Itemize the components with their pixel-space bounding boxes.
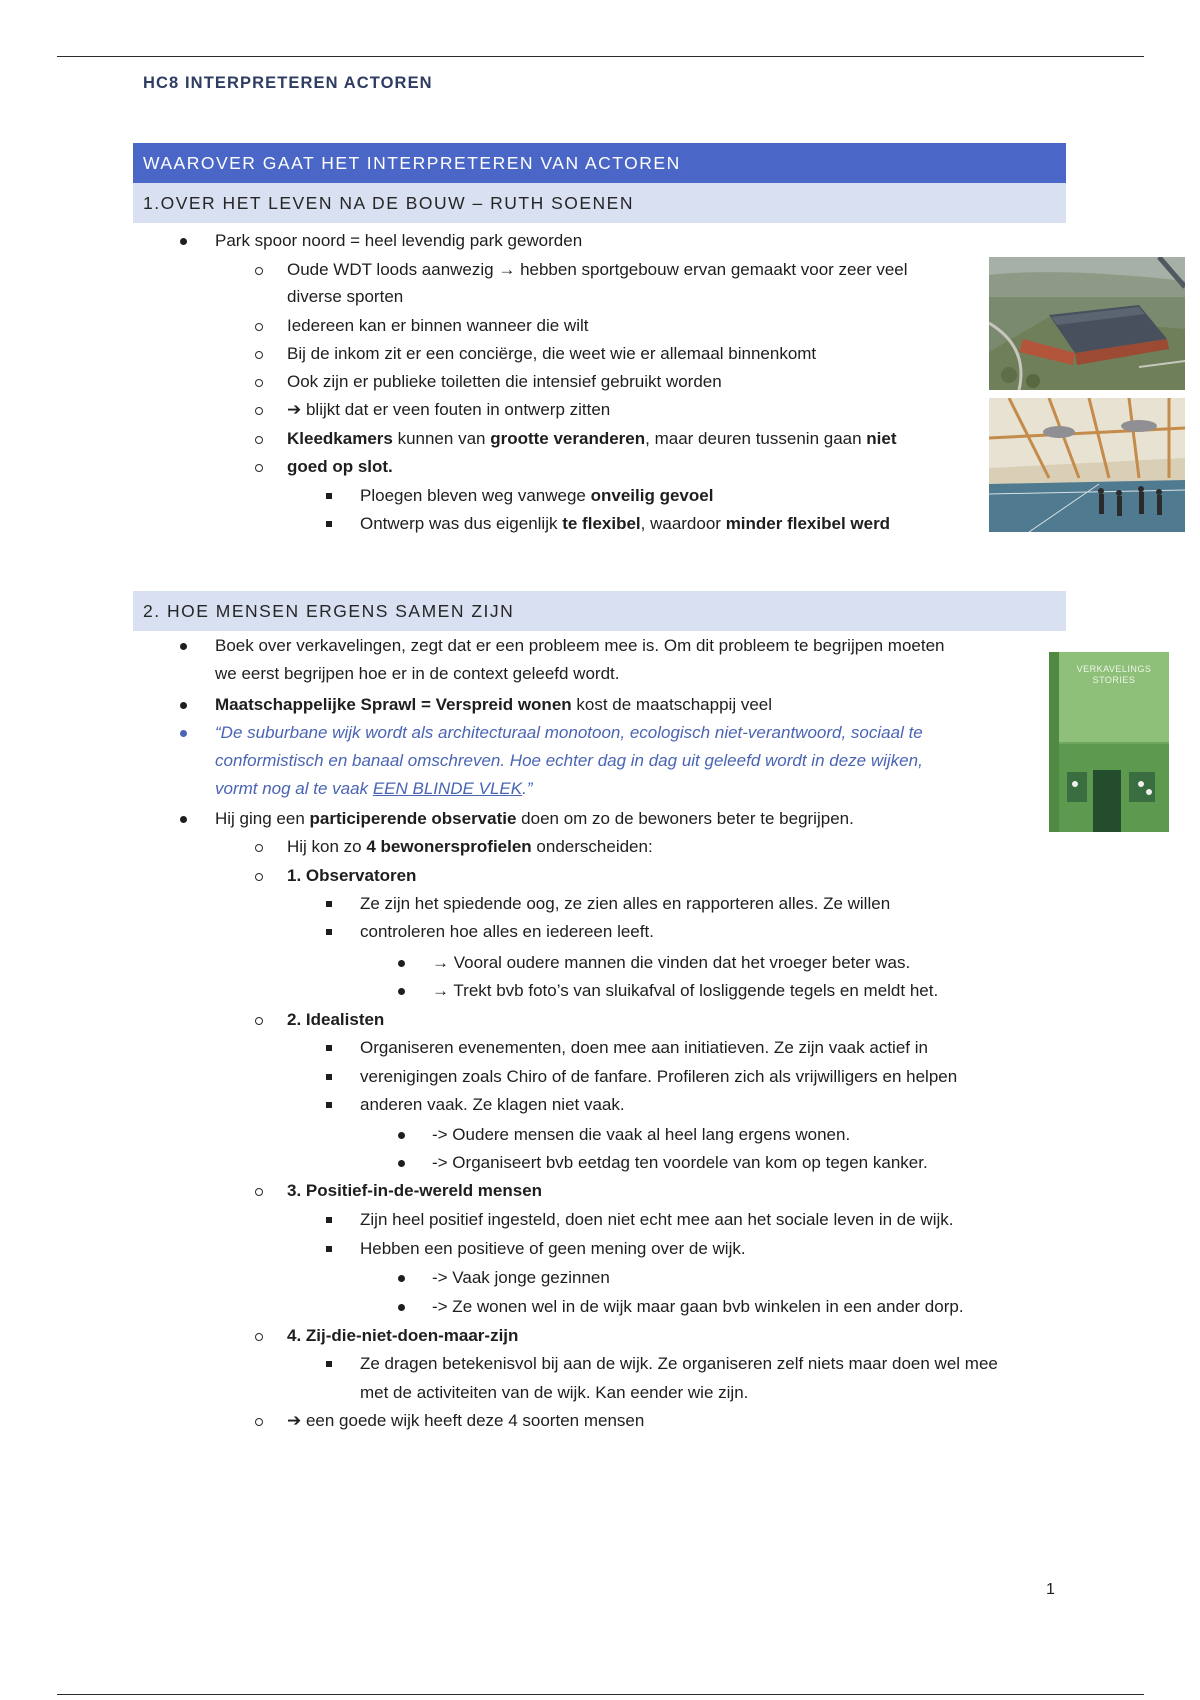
bullet-circle-icon	[255, 1333, 263, 1341]
section-2-line-text: → Trekt bvb foto’s van sluikafval of losliggende tegels en meldt het.	[432, 981, 939, 1000]
bullet-square-icon	[326, 1102, 332, 1108]
section-1-line-text: Kleedkamers kunnen van grootte veranderen, maar deuren tussenin gaan niet	[287, 429, 897, 448]
bullet-dot-icon	[398, 1160, 405, 1167]
bullet-dot-icon	[398, 960, 405, 967]
section-2-line-text: Hij ging een participerende observatie doen om zo de bewoners beter te begrijpen.	[215, 809, 854, 828]
bullet-square-icon	[326, 1074, 332, 1080]
section-2-line-text: -> Oudere mensen die vaak al heel lang ergens wonen.	[432, 1125, 851, 1144]
section-2-line-text: → Vooral oudere mannen die vinden dat het vroeger beter was.	[432, 953, 911, 972]
book-cover-title-line-2: STORIES	[1092, 675, 1136, 685]
bullet-square-icon	[326, 521, 332, 527]
aerial-photo	[989, 257, 1185, 390]
bullet-dot-icon	[398, 1132, 405, 1139]
section-heading-2: 2. HOE MENSEN ERGENS SAMEN ZIJN	[133, 591, 1066, 631]
bullet-dot-icon	[180, 702, 187, 709]
book-cover-title	[1059, 664, 1169, 686]
bullet-square-icon	[326, 1045, 332, 1051]
book-cover-title-line-1: VERKAVELINGS	[1076, 664, 1152, 674]
bullet-circle-icon	[255, 323, 263, 331]
bullet-dot-icon	[180, 816, 187, 823]
section-1-line-text: Iedereen kan er binnen wanneer die wilt	[287, 316, 589, 335]
bullet-square-icon	[326, 1361, 332, 1367]
section-2-line-text: 4. Zij-die-niet-doen-maar-zijn	[287, 1326, 519, 1345]
section-2-line-text: ➔ een goede wijk heeft deze 4 soorten mensen	[287, 1411, 645, 1430]
bullet-square-icon	[326, 929, 332, 935]
section-1-line-text: Ook zijn er publieke toiletten die intensief gebruikt worden	[287, 372, 722, 391]
bullet-dot-icon	[180, 643, 187, 650]
document-header: HC8 INTERPRETEREN ACTOREN	[143, 74, 433, 92]
section-2-line-text: we eerst begrijpen hoe er in de context geleefd wordt.	[215, 664, 620, 683]
bullet-circle-icon	[255, 407, 263, 415]
bullet-square-icon	[326, 1246, 332, 1252]
bullet-square-icon	[326, 493, 332, 499]
section-heading-1: 1.OVER HET LEVEN NA DE BOUW – RUTH SOENEN	[133, 183, 1066, 223]
bullet-circle-icon	[255, 1017, 263, 1025]
section-2-line-text: Ze dragen betekenisvol bij aan de wijk. Ze organiseren zelf niets maar doen wel mee	[360, 1354, 998, 1373]
page-number: 1	[1046, 1581, 1055, 1598]
section-1-line-text: Ploegen bleven weg vanwege onveilig gevoel	[360, 486, 714, 505]
bullet-circle-icon	[255, 1188, 263, 1196]
bullet-square-icon	[326, 901, 332, 907]
bullet-circle-icon	[255, 379, 263, 387]
section-2-line-text: -> Organiseert bvb eetdag ten voordele van kom op tegen kanker.	[432, 1153, 928, 1172]
bullet-circle-icon	[255, 464, 263, 472]
section-2-line-text: Hebben een positieve of geen mening over de wijk.	[360, 1239, 746, 1258]
bullet-dot-icon	[398, 988, 405, 995]
section-2-line-text: Organiseren evenementen, doen mee aan initiatieven. Ze zijn vaak actief in	[360, 1038, 928, 1057]
section-2-line-text: -> Ze wonen wel in de wijk maar gaan bvb winkelen in een ander dorp.	[432, 1297, 964, 1316]
section-1-line-text: Park spoor noord = heel levendig park geworden	[215, 231, 583, 250]
section-2-line-text: Maatschappelijke Sprawl = Verspreid wonen kost de maatschappij veel	[215, 695, 773, 714]
section-1-line-text: diverse sporten	[287, 287, 404, 306]
bullet-circle-icon	[255, 436, 263, 444]
bullet-dot-icon	[180, 730, 187, 737]
bottom-rule	[57, 1694, 1144, 1695]
section-1-line-text: Bij de inkom zit er een conciërge, die weet wie er allemaal binnenkomt	[287, 344, 817, 363]
section-1-line-text: Ontwerp was dus eigenlijk te flexibel, waardoor minder flexibel werd	[360, 514, 891, 533]
bullet-dot-icon	[398, 1275, 405, 1282]
section-2-line-text: anderen vaak. Ze klagen niet vaak.	[360, 1095, 625, 1114]
book-cover-image	[1049, 652, 1169, 832]
section-2-line-text: conformistisch en banaal omschreven. Hoe echter dag in dag uit geleefd wordt in deze wijken,	[215, 751, 923, 770]
section-2-line-text: Boek over verkavelingen, zegt dat er een probleem mee is. Om dit probleem te begrijpen moeten	[215, 636, 945, 655]
top-rule	[57, 56, 1144, 57]
bullet-circle-icon	[255, 351, 263, 359]
bullet-circle-icon	[255, 267, 263, 275]
section-2-line-text: verenigingen zoals Chiro of de fanfare. Profileren zich als vrijwilligers en helpen	[360, 1067, 958, 1086]
section-2-line-text: met de activiteiten van de wijk. Kan eender wie zijn.	[360, 1383, 749, 1402]
chapter-heading: WAAROVER GAAT HET INTERPRETEREN VAN ACTOREN	[133, 143, 1066, 183]
section-1-line-text: goed op slot.	[287, 457, 393, 476]
section-2-line-text: -> Vaak jonge gezinnen	[432, 1268, 610, 1287]
bullet-circle-icon	[255, 1418, 263, 1426]
section-2-line-text: vormt nog al te vaak EEN BLINDE VLEK.”	[215, 779, 533, 798]
section-2-line-text: Zijn heel positief ingesteld, doen niet echt mee aan het sociale leven in de wijk.	[360, 1210, 954, 1229]
bullet-square-icon	[326, 1217, 332, 1223]
section-2-line-text: “De suburbane wijk wordt als architecturaal monotoon, ecologisch niet-verantwoord, sociaal te	[215, 723, 923, 742]
bullet-circle-icon	[255, 844, 263, 852]
bullet-dot-icon	[398, 1304, 405, 1311]
section-2-line-text: controleren hoe alles en iedereen leeft.	[360, 922, 654, 941]
section-2-line-text: 3. Positief-in-de-wereld mensen	[287, 1181, 543, 1200]
section-2-line-text: Hij kon zo 4 bewonersprofielen onderscheiden:	[287, 837, 653, 856]
section-2-line-text: 2. Idealisten	[287, 1010, 385, 1029]
bullet-dot-icon	[180, 238, 187, 245]
section-2-line-text: Ze zijn het spiedende oog, ze zien alles en rapporteren alles. Ze willen	[360, 894, 891, 913]
sports-hall-photo	[989, 398, 1185, 532]
section-1-line-text: Oude WDT loods aanwezig → hebben sportgebouw ervan gemaakt voor zeer veel	[287, 260, 908, 279]
bullet-circle-icon	[255, 873, 263, 881]
section-2-line-text: 1. Observatoren	[287, 866, 417, 885]
section-1-line-text: ➔ blijkt dat er veen fouten in ontwerp zitten	[287, 400, 611, 419]
